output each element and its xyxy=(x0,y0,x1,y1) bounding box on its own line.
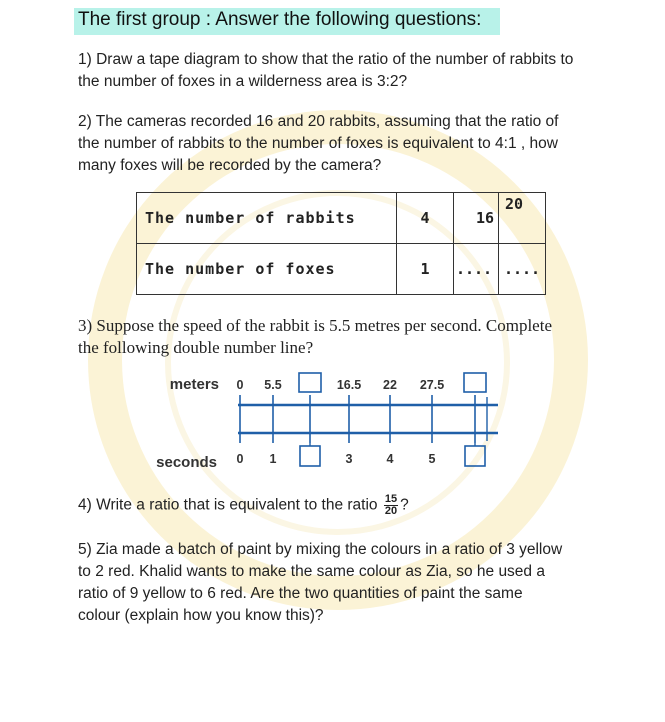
seconds-value: 4 xyxy=(386,452,394,466)
answer-box xyxy=(300,446,320,466)
question-1-line-1: 1) Draw a tape diagram to show that the ratio of the number of rabbits to xyxy=(78,51,574,68)
page-title: The first group : Answer the following questions: xyxy=(78,9,482,30)
answer-box xyxy=(465,446,485,466)
table-cell-blank[interactable]: .... xyxy=(499,244,546,295)
seconds-value: 0 xyxy=(236,452,244,466)
meters-label: meters xyxy=(169,376,219,393)
question-3-line-1: 3) Suppose the speed of the rabbit is 5.5 metres per second. Complete xyxy=(78,316,552,335)
question-4 xyxy=(78,494,409,517)
meters-value: 5.5 xyxy=(264,378,282,392)
question-5-line-3: ratio of 9 yellow to 6 red. Are the two quantities of paint the same xyxy=(78,585,523,602)
seconds-value: 3 xyxy=(345,452,353,466)
question-2-line-1: 2) The cameras recorded 16 and 20 rabbits, assuming that the ratio of xyxy=(78,113,559,130)
meters-value: 22 xyxy=(383,378,397,392)
seconds-value: 5 xyxy=(428,452,436,466)
fraction-numerator: 15 xyxy=(384,493,398,505)
question-5 xyxy=(78,539,562,627)
question-1-line-2: the number of foxes in a wilderness area is 3:2? xyxy=(78,73,408,90)
table-cell: 16 xyxy=(454,193,499,244)
question-2-line-3: many foxes will be recorded by the camera? xyxy=(78,157,382,174)
table-cell-value: 20 xyxy=(505,195,524,213)
seconds-value: 1 xyxy=(269,452,277,466)
meters-value: 16.5 xyxy=(336,378,362,392)
question-3-line-2: the following double number line? xyxy=(78,338,314,357)
meters-value: 27.5 xyxy=(419,378,445,392)
question-5-line-2: to 2 red. Khalid wants to make the same colour as Zia, so he used a xyxy=(78,563,545,580)
seconds-label: seconds xyxy=(156,454,217,471)
table-cell-label: The number of rabbits xyxy=(137,193,397,244)
question-5-line-1: 5) Zia made a batch of paint by mixing the colours in a ratio of 3 yellow xyxy=(78,541,563,558)
table-cell: 4 xyxy=(397,193,454,244)
question-2-line-2: the number of rabbits to the number of foxes is equivalent to 4:1 , how xyxy=(78,135,558,152)
question-4-text: 4) Write a ratio that is equivalent to the ratio xyxy=(78,496,378,514)
meters-value: 0 xyxy=(236,378,244,392)
table-cell-label: The number of foxes xyxy=(137,244,397,295)
answer-box xyxy=(299,373,321,392)
question-4-mark: ? xyxy=(400,496,409,514)
table-cell-blank[interactable]: .... xyxy=(454,244,499,295)
table-cell: 1 xyxy=(397,244,454,295)
answer-box xyxy=(464,373,486,392)
fraction-denominator: 20 xyxy=(384,505,398,517)
question-5-line-4: colour (explain how you know this)? xyxy=(78,607,324,624)
ratio-fraction xyxy=(384,494,398,517)
